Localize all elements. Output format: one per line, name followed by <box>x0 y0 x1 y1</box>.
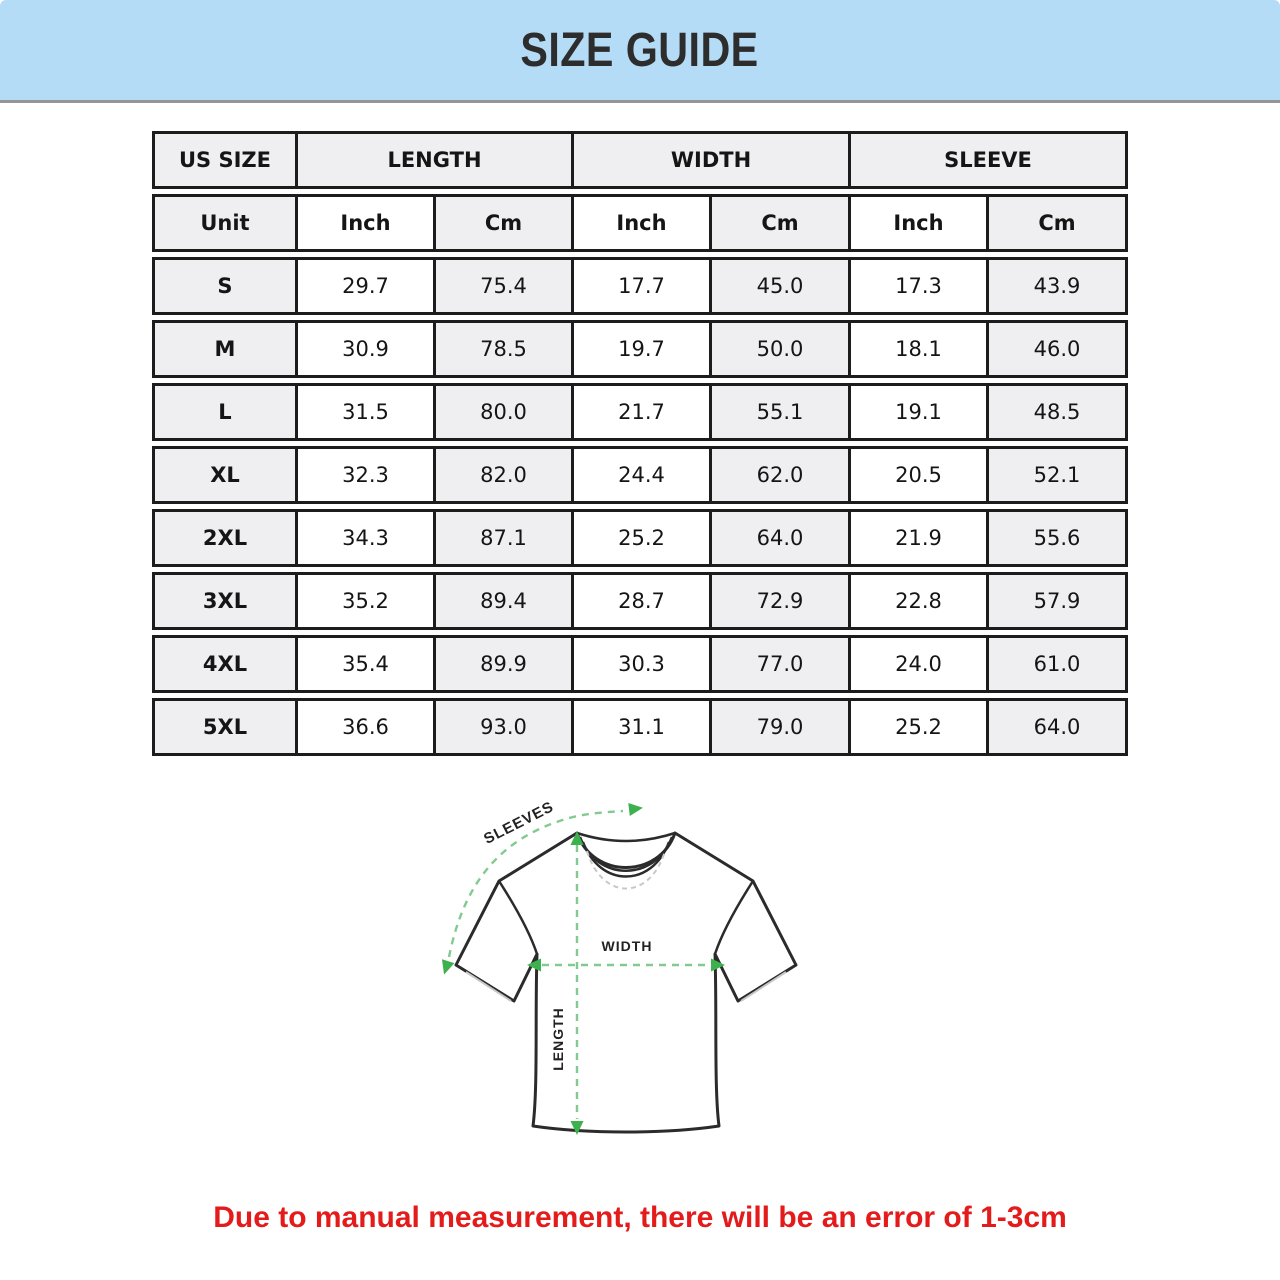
value-cell: 77.0 <box>712 635 851 693</box>
length-label: LENGTH <box>550 1007 566 1071</box>
table-unit-row <box>152 194 1128 252</box>
table-row-3xl <box>152 572 1128 630</box>
value-cell: 43.9 <box>989 257 1128 315</box>
value-cell: 72.9 <box>712 572 851 630</box>
size-cell: M <box>152 320 298 378</box>
value-cell: 35.4 <box>298 635 436 693</box>
col-header-sleeve: SLEEVE <box>851 131 1128 189</box>
table-row-l <box>152 383 1128 441</box>
value-cell: 64.0 <box>712 509 851 567</box>
size-cell: 3XL <box>152 572 298 630</box>
value-cell: 21.9 <box>851 509 989 567</box>
unit-cm: Cm <box>436 194 574 252</box>
size-cell: 4XL <box>152 635 298 693</box>
value-cell: 18.1 <box>851 320 989 378</box>
table-row-5xl <box>152 698 1128 756</box>
value-cell: 93.0 <box>436 698 574 756</box>
value-cell: 35.2 <box>298 572 436 630</box>
value-cell: 80.0 <box>436 383 574 441</box>
value-cell: 57.9 <box>989 572 1128 630</box>
unit-cm: Cm <box>989 194 1128 252</box>
tshirt-svg <box>425 787 855 1169</box>
value-cell: 17.3 <box>851 257 989 315</box>
size-cell: XL <box>152 446 298 504</box>
table-row-s <box>152 257 1128 315</box>
table-group-header-row <box>152 131 1128 189</box>
unit-label: Unit <box>152 194 298 252</box>
value-cell: 32.3 <box>298 446 436 504</box>
value-cell: 89.4 <box>436 572 574 630</box>
value-cell: 21.7 <box>574 383 712 441</box>
size-cell: 5XL <box>152 698 298 756</box>
value-cell: 61.0 <box>989 635 1128 693</box>
value-cell: 64.0 <box>989 698 1128 756</box>
value-cell: 55.6 <box>989 509 1128 567</box>
size-table <box>152 126 1128 761</box>
value-cell: 55.1 <box>712 383 851 441</box>
col-header-us-size: US SIZE <box>152 131 298 189</box>
value-cell: 82.0 <box>436 446 574 504</box>
value-cell: 25.2 <box>574 509 712 567</box>
value-cell: 46.0 <box>989 320 1128 378</box>
size-cell: 2XL <box>152 509 298 567</box>
value-cell: 30.9 <box>298 320 436 378</box>
value-cell: 31.1 <box>574 698 712 756</box>
value-cell: 22.8 <box>851 572 989 630</box>
size-guide-banner <box>0 0 1280 103</box>
value-cell: 48.5 <box>989 383 1128 441</box>
value-cell: 19.1 <box>851 383 989 441</box>
unit-inch: Inch <box>851 194 989 252</box>
value-cell: 34.3 <box>298 509 436 567</box>
unit-inch: Inch <box>298 194 436 252</box>
table-row-2xl <box>152 509 1128 567</box>
value-cell: 45.0 <box>712 257 851 315</box>
value-cell: 52.1 <box>989 446 1128 504</box>
unit-inch: Inch <box>574 194 712 252</box>
table-row-4xl <box>152 635 1128 693</box>
value-cell: 30.3 <box>574 635 712 693</box>
width-label: WIDTH <box>601 938 653 954</box>
value-cell: 75.4 <box>436 257 574 315</box>
tshirt-outline <box>456 833 796 1132</box>
value-cell: 28.7 <box>574 572 712 630</box>
col-header-width: WIDTH <box>574 131 851 189</box>
value-cell: 50.0 <box>712 320 851 378</box>
value-cell: 62.0 <box>712 446 851 504</box>
col-header-length: LENGTH <box>298 131 574 189</box>
value-cell: 24.0 <box>851 635 989 693</box>
value-cell: 78.5 <box>436 320 574 378</box>
value-cell: 19.7 <box>574 320 712 378</box>
value-cell: 79.0 <box>712 698 851 756</box>
value-cell: 87.1 <box>436 509 574 567</box>
value-cell: 17.7 <box>574 257 712 315</box>
size-cell: L <box>152 383 298 441</box>
value-cell: 25.2 <box>851 698 989 756</box>
measurement-disclaimer: Due to manual measurement, there will be an error of 1-3cm <box>213 1201 1067 1234</box>
page-title: SIZE GUIDE <box>520 23 760 77</box>
value-cell: 20.5 <box>851 446 989 504</box>
sleeves-label: SLEEVES <box>481 798 557 848</box>
unit-cm: Cm <box>712 194 851 252</box>
size-cell: S <box>152 257 298 315</box>
table-row-m <box>152 320 1128 378</box>
value-cell: 24.4 <box>574 446 712 504</box>
value-cell: 31.5 <box>298 383 436 441</box>
table-row-xl <box>152 446 1128 504</box>
value-cell: 36.6 <box>298 698 436 756</box>
value-cell: 29.7 <box>298 257 436 315</box>
value-cell: 89.9 <box>436 635 574 693</box>
tshirt-diagram <box>0 787 1280 1169</box>
